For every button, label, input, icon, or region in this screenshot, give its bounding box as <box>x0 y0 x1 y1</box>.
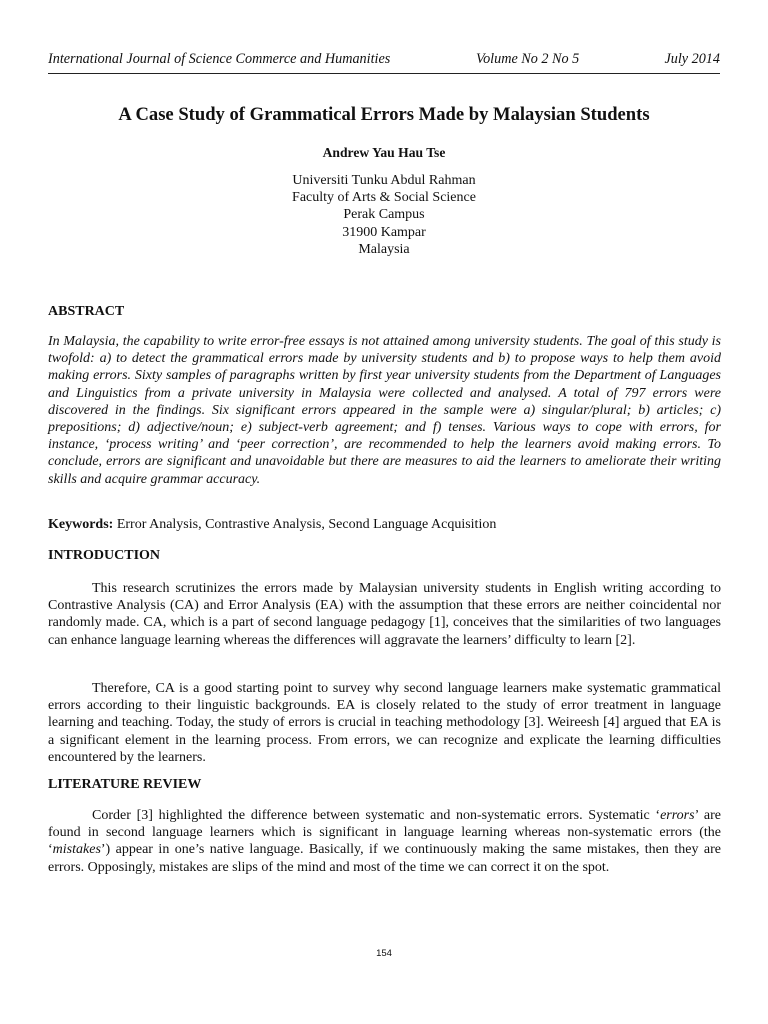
lit-term-mistakes: mistakes <box>52 842 101 858</box>
introduction-heading: INTRODUCTION <box>48 548 161 563</box>
author-name: Andrew Yau Hau Tse <box>322 145 446 160</box>
affiliation-faculty: Faculty of Arts & Social Science <box>292 190 476 206</box>
abstract-heading: ABSTRACT <box>48 304 125 319</box>
keywords <box>48 516 721 533</box>
literature-review-paragraph-1 <box>48 807 721 876</box>
affiliation-postcode: 31900 Kampar <box>342 224 426 240</box>
issue-date: July 2014 <box>664 51 720 67</box>
abstract-text: In Malaysia, the capability to write error-free essays is not attained among university students. The goal of this study is twofold: a) to detect the grammatical errors made by university students and b) to propose ways to help them avoid making errors. Sixty samples of paragraphs written by first year university students from the Department of Languages and Linguistics from a private university in Malaysia were collected and analysed. A total of 797 errors were discovered in the findings. Six significant errors appeared in the sample were a) singular/plural; b) articles; c) prepositions; d) adjective/noun; e) subject-verb agreement; and f) tenses. Various ways to cope with errors, for instance, ‘process writing’ and ‘peer correction’, are recommended to help the learners avoid making errors. To conclude, errors are significant and unavoidable but there are measures to aid the learners to ameliorate their writing skills and acquire grammar accuracy. <box>48 334 721 487</box>
introduction-paragraph-2: Therefore, CA is a good starting point to survey why second language learners make systematic grammatical errors according to their linguistic backgrounds. EA is closely related to the study of error treatment in language learning and teaching. Today, the study of errors is crucial in teaching methodology [3]. Weireesh [4] argued that EA is a significant element in the learning process. From errors, we can recognize and explicate the learning difficulties encountered by the learners. <box>48 681 721 765</box>
literature-review-heading: LITERATURE REVIEW <box>48 777 202 792</box>
keywords-list: Error Analysis, Contrastive Analysis, Second Language Acquisition <box>113 517 497 532</box>
page-number: 154 <box>376 948 392 959</box>
affiliation-university: Universiti Tunku Abdul Rahman <box>292 173 476 188</box>
author-affiliation <box>0 172 768 258</box>
keywords-label: Keywords: <box>48 517 114 532</box>
lit-text-segment: ’ are found in second language learners which is significant in language learning whereas non-systematic errors (the ‘ <box>48 808 721 858</box>
lit-text-segment: Corder [3] highlighted the difference between systematic and non-systematic errors. Systematic ‘ <box>92 808 661 823</box>
volume-number: Volume No 2 No 5 <box>476 51 580 67</box>
lit-term-errors: errors <box>660 808 695 823</box>
journal-name: International Journal of Science Commerce and Humanities <box>48 51 391 67</box>
running-header <box>48 51 720 74</box>
affiliation-campus: Perak Campus <box>343 207 425 223</box>
lit-text-segment: ’) appear in one’s native language. Basically, if we continuously making the same mistakes, then they are errors. Opposingly, mistakes are slips of the mind and most of the time we can correct it on the spot. <box>48 842 721 875</box>
introduction-paragraph-1: This research scrutinizes the errors made by Malaysian university students in English writing according to Contrastive Analysis (CA) and Error Analysis (EA) with the assumption that these errors are neither coincidental nor randomly made. CA, which is a part of second language pedagogy [1], conceives that the similarities of two languages can enhance language learning whereas the differences will aggravate the learners’ difficulty to learn [2]. <box>48 581 721 648</box>
paper-title: A Case Study of Grammatical Errors Made by Malaysian Students <box>118 104 650 125</box>
affiliation-country: Malaysia <box>358 241 410 257</box>
